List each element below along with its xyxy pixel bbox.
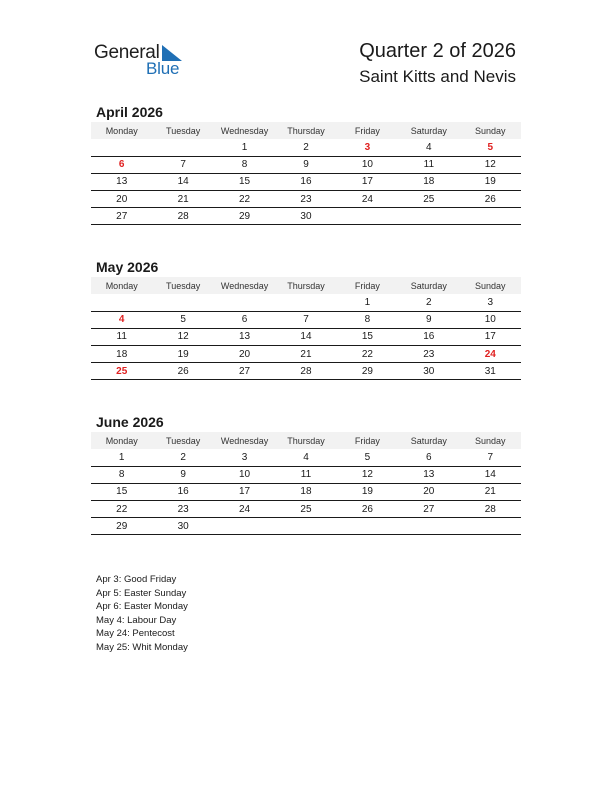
day-cell: 24 bbox=[460, 346, 521, 363]
week-row bbox=[91, 139, 521, 156]
day-cell: 11 bbox=[91, 328, 152, 345]
holiday-item: May 4: Labour Day bbox=[96, 614, 177, 626]
month-may bbox=[91, 258, 521, 380]
weekday-header: Wednesday bbox=[214, 432, 275, 449]
day-cell: 26 bbox=[460, 191, 521, 208]
weekday-header: Wednesday bbox=[214, 122, 275, 139]
day-cell: 18 bbox=[398, 173, 459, 190]
month-title: June 2026 bbox=[96, 414, 164, 430]
week-row bbox=[91, 466, 521, 483]
day-cell: 23 bbox=[275, 191, 336, 208]
holiday-item: Apr 3: Good Friday bbox=[96, 574, 177, 585]
week-row bbox=[91, 156, 521, 173]
week-row bbox=[91, 363, 521, 380]
day-cell: 2 bbox=[275, 139, 336, 156]
weekday-header: Thursday bbox=[275, 122, 336, 139]
day-cell: 24 bbox=[214, 501, 275, 518]
day-cell: 15 bbox=[214, 173, 275, 190]
day-cell: 31 bbox=[460, 363, 521, 380]
weekday-header: Saturday bbox=[398, 432, 459, 449]
holiday-list bbox=[96, 573, 188, 654]
calendar-weeks bbox=[91, 449, 521, 535]
day-cell: 27 bbox=[214, 363, 275, 380]
day-cell: 5 bbox=[460, 139, 521, 156]
holiday-item: May 24: Pentecost bbox=[96, 628, 175, 639]
day-cell: 10 bbox=[460, 311, 521, 328]
month-june bbox=[91, 413, 521, 535]
day-cell: 17 bbox=[337, 173, 398, 190]
empty-day-cell bbox=[91, 139, 152, 156]
empty-day-cell bbox=[152, 139, 213, 156]
day-cell: 5 bbox=[337, 449, 398, 466]
empty-day-cell bbox=[275, 294, 336, 311]
weekday-header: Friday bbox=[337, 277, 398, 294]
weekday-header-row bbox=[91, 277, 521, 294]
day-cell: 2 bbox=[398, 294, 459, 311]
weekday-header: Friday bbox=[337, 432, 398, 449]
day-cell: 15 bbox=[91, 483, 152, 500]
day-cell: 27 bbox=[398, 501, 459, 518]
weekday-header: Tuesday bbox=[152, 122, 213, 139]
day-cell: 20 bbox=[91, 191, 152, 208]
logo-blue-text: Blue bbox=[146, 59, 180, 78]
day-cell: 5 bbox=[152, 311, 213, 328]
day-cell: 15 bbox=[337, 328, 398, 345]
day-cell: 22 bbox=[91, 501, 152, 518]
empty-day-cell bbox=[275, 518, 336, 535]
day-cell: 11 bbox=[275, 466, 336, 483]
weekday-header-row bbox=[91, 432, 521, 449]
weekday-header: Saturday bbox=[398, 277, 459, 294]
weekday-header: Thursday bbox=[275, 432, 336, 449]
day-cell: 3 bbox=[460, 294, 521, 311]
week-row bbox=[91, 346, 521, 363]
day-cell: 29 bbox=[337, 363, 398, 380]
day-cell: 28 bbox=[152, 208, 213, 225]
day-cell: 23 bbox=[398, 346, 459, 363]
day-cell: 20 bbox=[398, 483, 459, 500]
day-cell: 16 bbox=[152, 483, 213, 500]
day-cell: 4 bbox=[275, 449, 336, 466]
day-cell: 25 bbox=[91, 363, 152, 380]
week-row bbox=[91, 518, 521, 535]
week-row bbox=[91, 191, 521, 208]
day-cell: 23 bbox=[152, 501, 213, 518]
day-cell: 7 bbox=[152, 156, 213, 173]
day-cell: 25 bbox=[275, 501, 336, 518]
day-cell: 3 bbox=[337, 139, 398, 156]
day-cell: 1 bbox=[214, 139, 275, 156]
day-cell: 16 bbox=[398, 328, 459, 345]
day-cell: 25 bbox=[398, 191, 459, 208]
week-row bbox=[91, 328, 521, 345]
calendar-table bbox=[91, 122, 521, 225]
empty-day-cell bbox=[214, 294, 275, 311]
day-cell: 14 bbox=[460, 466, 521, 483]
weekday-header-row bbox=[91, 122, 521, 139]
week-row bbox=[91, 173, 521, 190]
day-cell: 30 bbox=[152, 518, 213, 535]
country-name: Saint Kitts and Nevis bbox=[359, 67, 516, 86]
day-cell: 13 bbox=[214, 328, 275, 345]
day-cell: 4 bbox=[398, 139, 459, 156]
day-cell: 19 bbox=[460, 173, 521, 190]
weekday-header: Monday bbox=[91, 122, 152, 139]
day-cell: 6 bbox=[214, 311, 275, 328]
day-cell: 13 bbox=[91, 173, 152, 190]
day-cell: 12 bbox=[460, 156, 521, 173]
week-row bbox=[91, 501, 521, 518]
day-cell: 3 bbox=[214, 449, 275, 466]
week-row bbox=[91, 483, 521, 500]
empty-day-cell bbox=[91, 294, 152, 311]
logo bbox=[94, 42, 194, 78]
weekday-header: Monday bbox=[91, 432, 152, 449]
weekday-header: Friday bbox=[337, 122, 398, 139]
day-cell: 21 bbox=[275, 346, 336, 363]
week-row bbox=[91, 294, 521, 311]
weekday-header: Tuesday bbox=[152, 277, 213, 294]
day-cell: 26 bbox=[337, 501, 398, 518]
weekday-header: Sunday bbox=[460, 122, 521, 139]
weekday-header: Sunday bbox=[460, 277, 521, 294]
day-cell: 9 bbox=[275, 156, 336, 173]
calendar-weeks bbox=[91, 139, 521, 225]
day-cell: 20 bbox=[214, 346, 275, 363]
day-cell: 9 bbox=[398, 311, 459, 328]
day-cell: 30 bbox=[398, 363, 459, 380]
weekday-header: Thursday bbox=[275, 277, 336, 294]
holiday-item: Apr 5: Easter Sunday bbox=[96, 587, 187, 599]
holiday-item: May 25: Whit Monday bbox=[96, 641, 188, 653]
day-cell: 1 bbox=[91, 449, 152, 466]
day-cell: 12 bbox=[337, 466, 398, 483]
week-row bbox=[91, 311, 521, 328]
weekday-header: Tuesday bbox=[152, 432, 213, 449]
day-cell: 10 bbox=[214, 466, 275, 483]
empty-day-cell bbox=[152, 294, 213, 311]
empty-day-cell bbox=[337, 518, 398, 535]
day-cell: 27 bbox=[91, 208, 152, 225]
day-cell: 17 bbox=[214, 483, 275, 500]
day-cell: 21 bbox=[460, 483, 521, 500]
calendar-table bbox=[91, 432, 521, 535]
day-cell: 21 bbox=[152, 191, 213, 208]
empty-day-cell bbox=[460, 518, 521, 535]
day-cell: 7 bbox=[460, 449, 521, 466]
day-cell: 12 bbox=[152, 328, 213, 345]
empty-day-cell bbox=[398, 208, 459, 225]
day-cell: 6 bbox=[91, 156, 152, 173]
day-cell: 26 bbox=[152, 363, 213, 380]
logo-general-text: General bbox=[94, 42, 160, 63]
day-cell: 30 bbox=[275, 208, 336, 225]
calendar-weeks bbox=[91, 294, 521, 380]
day-cell: 22 bbox=[214, 191, 275, 208]
weekday-header: Wednesday bbox=[214, 277, 275, 294]
day-cell: 19 bbox=[337, 483, 398, 500]
month-april bbox=[91, 103, 521, 225]
day-cell: 4 bbox=[91, 311, 152, 328]
month-title: May 2026 bbox=[96, 259, 159, 275]
day-cell: 29 bbox=[91, 518, 152, 535]
weekday-header: Monday bbox=[91, 277, 152, 294]
day-cell: 8 bbox=[214, 156, 275, 173]
page-title: Quarter 2 of 2026 bbox=[359, 40, 516, 62]
day-cell: 9 bbox=[152, 466, 213, 483]
day-cell: 10 bbox=[337, 156, 398, 173]
day-cell: 18 bbox=[275, 483, 336, 500]
day-cell: 28 bbox=[460, 501, 521, 518]
week-row bbox=[91, 208, 521, 225]
week-row bbox=[91, 449, 521, 466]
day-cell: 24 bbox=[337, 191, 398, 208]
weekday-header: Sunday bbox=[460, 432, 521, 449]
month-title: April 2026 bbox=[96, 104, 163, 120]
day-cell: 13 bbox=[398, 466, 459, 483]
day-cell: 11 bbox=[398, 156, 459, 173]
holiday-item: Apr 6: Easter Monday bbox=[96, 601, 188, 612]
day-cell: 29 bbox=[214, 208, 275, 225]
day-cell: 19 bbox=[152, 346, 213, 363]
empty-day-cell bbox=[398, 518, 459, 535]
empty-day-cell bbox=[337, 208, 398, 225]
day-cell: 14 bbox=[152, 173, 213, 190]
day-cell: 16 bbox=[275, 173, 336, 190]
day-cell: 8 bbox=[91, 466, 152, 483]
day-cell: 22 bbox=[337, 346, 398, 363]
empty-day-cell bbox=[214, 518, 275, 535]
empty-day-cell bbox=[460, 208, 521, 225]
day-cell: 18 bbox=[91, 346, 152, 363]
day-cell: 1 bbox=[337, 294, 398, 311]
weekday-header: Saturday bbox=[398, 122, 459, 139]
calendar-table bbox=[91, 277, 521, 380]
day-cell: 14 bbox=[275, 328, 336, 345]
day-cell: 8 bbox=[337, 311, 398, 328]
day-cell: 17 bbox=[460, 328, 521, 345]
day-cell: 28 bbox=[275, 363, 336, 380]
day-cell: 6 bbox=[398, 449, 459, 466]
day-cell: 2 bbox=[152, 449, 213, 466]
day-cell: 7 bbox=[275, 311, 336, 328]
